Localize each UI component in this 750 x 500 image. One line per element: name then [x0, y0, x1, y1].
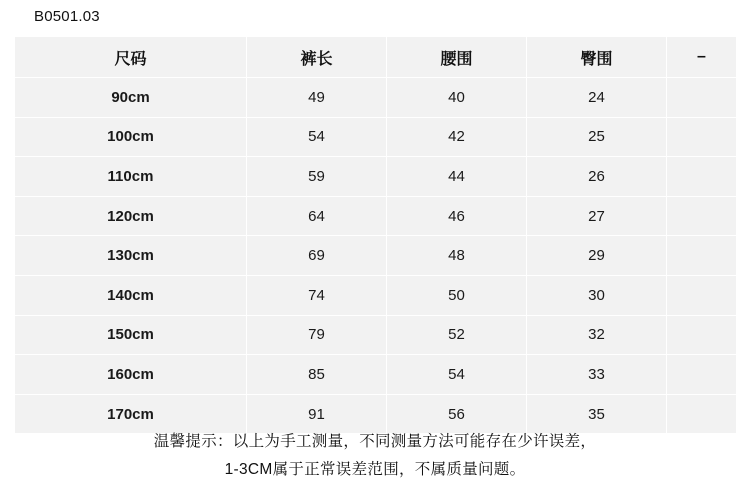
column-header-pant-length: 裤长 [247, 37, 387, 78]
cell-pant-length: 69 [247, 236, 387, 276]
table-row [15, 355, 737, 395]
cell-size: 120cm [15, 196, 247, 236]
note-line-2: 1-3CM属于正常误差范围，不属质量问题。 [224, 461, 526, 478]
cell-size: 160cm [15, 355, 247, 395]
table-row [15, 275, 737, 315]
cell-extra [667, 157, 737, 197]
table-row [15, 157, 737, 197]
cell-pant-length: 49 [247, 78, 387, 118]
cell-extra [667, 117, 737, 157]
cell-hip: 27 [527, 196, 667, 236]
note-line-1: 温馨提示：以上为手工测量，不同测量方法可能存在少许误差， [153, 433, 597, 450]
cell-size: 140cm [15, 275, 247, 315]
cell-waist: 42 [387, 117, 527, 157]
cell-hip: 29 [527, 236, 667, 276]
measurement-notes [0, 428, 750, 484]
cell-pant-length: 64 [247, 196, 387, 236]
cell-waist: 56 [387, 394, 527, 434]
cell-hip: 30 [527, 275, 667, 315]
table-row [15, 315, 737, 355]
size-table [14, 36, 737, 434]
cell-hip: 32 [527, 315, 667, 355]
cell-size: 170cm [15, 394, 247, 434]
cell-size: 110cm [15, 157, 247, 197]
cell-waist: 40 [387, 78, 527, 118]
column-header-waist: 腰围 [387, 37, 527, 78]
cell-size: 130cm [15, 236, 247, 276]
cell-hip: 33 [527, 355, 667, 395]
cell-waist: 54 [387, 355, 527, 395]
cell-waist: 46 [387, 196, 527, 236]
table-row [15, 117, 737, 157]
document-code: B0501.03 [34, 8, 100, 25]
table-header-row [15, 37, 737, 78]
cell-extra [667, 275, 737, 315]
cell-pant-length: 79 [247, 315, 387, 355]
cell-size: 100cm [15, 117, 247, 157]
table-header [15, 37, 737, 78]
cell-hip: 35 [527, 394, 667, 434]
table-row [15, 236, 737, 276]
table-row [15, 196, 737, 236]
cell-pant-length: 91 [247, 394, 387, 434]
cell-waist: 48 [387, 236, 527, 276]
cell-size: 90cm [15, 78, 247, 118]
column-header-hip: 臀围 [527, 37, 667, 78]
cell-pant-length: 54 [247, 117, 387, 157]
cell-hip: 26 [527, 157, 667, 197]
table-row [15, 78, 737, 118]
cell-waist: 52 [387, 315, 527, 355]
cell-pant-length: 59 [247, 157, 387, 197]
column-header-size: 尺码 [15, 37, 247, 78]
cell-waist: 44 [387, 157, 527, 197]
table-body [15, 78, 737, 434]
cell-pant-length: 74 [247, 275, 387, 315]
cell-waist: 50 [387, 275, 527, 315]
cell-extra [667, 196, 737, 236]
cell-extra [667, 355, 737, 395]
cell-hip: 24 [527, 78, 667, 118]
cell-extra [667, 315, 737, 355]
cell-extra [667, 236, 737, 276]
cell-extra [667, 78, 737, 118]
cell-hip: 25 [527, 117, 667, 157]
cell-size: 150cm [15, 315, 247, 355]
cell-pant-length: 85 [247, 355, 387, 395]
column-header-extra: – [667, 37, 737, 78]
